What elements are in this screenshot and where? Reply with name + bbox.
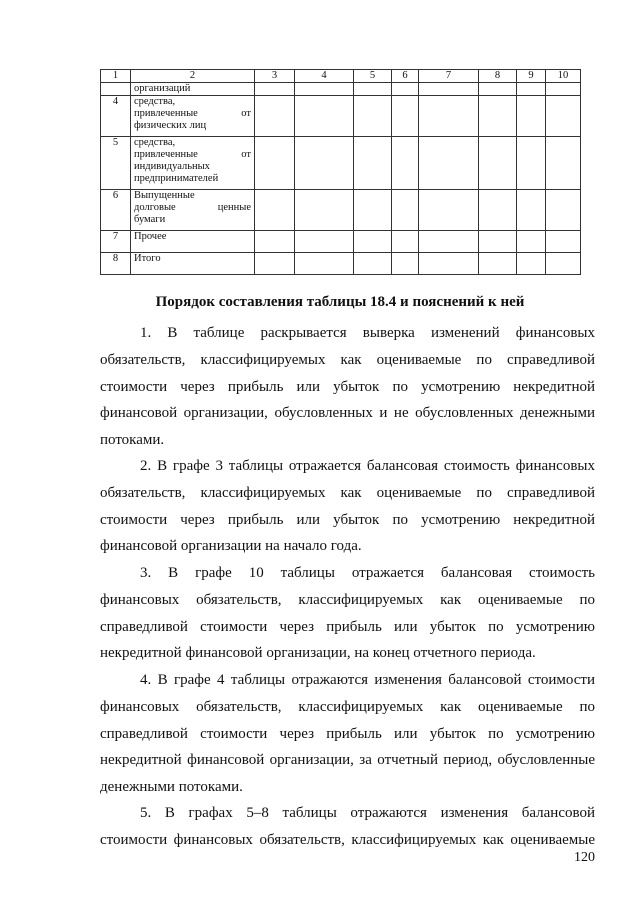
paragraph: [100, 667, 595, 801]
empty-cell: [295, 96, 354, 137]
row-number: 4: [101, 96, 131, 137]
row-label-line: Выпущенные: [134, 190, 195, 201]
empty-cell: [517, 253, 546, 275]
empty-cell: [295, 190, 354, 231]
column-header: 1: [101, 70, 131, 83]
empty-cell: [517, 96, 546, 137]
empty-cell: [479, 253, 517, 275]
empty-cell: [255, 231, 295, 253]
paragraph: [100, 560, 595, 667]
empty-cell: [392, 83, 419, 96]
paragraph: [100, 800, 595, 854]
row-label-line: привлеченные от: [134, 108, 251, 119]
empty-cell: [546, 231, 581, 253]
empty-cell: [419, 96, 479, 137]
empty-cell: [354, 231, 392, 253]
paragraph: [100, 320, 595, 454]
empty-cell: [354, 253, 392, 275]
empty-cell: [392, 231, 419, 253]
empty-cell: [354, 96, 392, 137]
table-row: [101, 137, 581, 190]
empty-cell: [392, 190, 419, 231]
table-row: [101, 190, 581, 231]
empty-cell: [255, 253, 295, 275]
row-label-line: бумаги: [134, 214, 166, 225]
paragraph-line: 1. В таблице раскрывается выверка изменений финансовых: [140, 325, 595, 341]
paragraph-line: обязательств, классифицируемых как оцениваемые по справедливой: [100, 484, 595, 501]
empty-cell: [255, 137, 295, 190]
page-number: 120: [574, 850, 595, 865]
empty-cell: [354, 190, 392, 231]
column-header: 9: [517, 70, 546, 83]
column-header: 6: [392, 70, 419, 83]
paragraph-line: стоимости финансовых обязательств, классифицируемых как оцениваемые: [100, 831, 595, 848]
paragraph-line: 5. В графах 5–8 таблицы отражаются изменения балансовой: [140, 805, 595, 821]
row-label-line: организаций: [134, 83, 191, 94]
row-label: [131, 231, 255, 253]
row-number: [101, 83, 131, 96]
table-row: [101, 83, 581, 96]
row-label-line: долговые ценные: [134, 202, 251, 213]
row-number: 5: [101, 137, 131, 190]
reconciliation-table: [100, 69, 581, 275]
paragraph-line: 3. В графе 10 таблицы отражается балансовая стоимость: [140, 565, 595, 581]
row-label-line: средства,: [134, 96, 176, 107]
row-label: [131, 190, 255, 231]
empty-cell: [517, 83, 546, 96]
paragraph-line: денежными потоками.: [100, 779, 243, 796]
row-label: [131, 83, 255, 96]
empty-cell: [419, 231, 479, 253]
column-header: 8: [479, 70, 517, 83]
row-label-line: Итого: [134, 253, 161, 264]
table-row: [101, 231, 581, 253]
empty-cell: [517, 231, 546, 253]
paragraph-line: справедливой стоимости через прибыль или убыток по усмотрению: [100, 725, 595, 742]
paragraph-line: финансовой организации на начало года.: [100, 538, 362, 555]
column-header: 10: [546, 70, 581, 83]
paragraph-line: финансовых обязательств, классифицируемых как оцениваемые по: [100, 591, 595, 608]
table-row: [101, 96, 581, 137]
row-label: [131, 253, 255, 275]
row-label-line: индивидуальных: [134, 161, 210, 172]
empty-cell: [546, 253, 581, 275]
paragraph: [100, 453, 595, 560]
empty-cell: [479, 190, 517, 231]
empty-cell: [546, 83, 581, 96]
row-number: 6: [101, 190, 131, 231]
paragraph-line: некредитной финансовой организации, на конец отчетного периода.: [100, 645, 536, 662]
empty-cell: [419, 190, 479, 231]
row-label-line: средства,: [134, 137, 176, 148]
empty-cell: [517, 137, 546, 190]
paragraph-line: 2. В графе 3 таблицы отражается балансовая стоимость финансовых: [140, 458, 595, 474]
column-header: 5: [354, 70, 392, 83]
paragraph-line: стоимости через прибыль или убыток по усмотрению некредитной: [100, 378, 595, 395]
empty-cell: [419, 83, 479, 96]
row-label-line: привлеченные от: [134, 149, 251, 160]
empty-cell: [479, 137, 517, 190]
row-label-line: предпринимателей: [134, 173, 219, 184]
empty-cell: [295, 231, 354, 253]
empty-cell: [546, 137, 581, 190]
row-label-line: Прочее: [134, 231, 167, 242]
row-number: 8: [101, 253, 131, 275]
empty-cell: [479, 231, 517, 253]
paragraph-line: финансовой организации, обусловленных и не обусловленных денежными: [100, 405, 595, 422]
empty-cell: [419, 137, 479, 190]
column-header: 2: [131, 70, 255, 83]
empty-cell: [255, 96, 295, 137]
column-header: 4: [295, 70, 354, 83]
empty-cell: [295, 137, 354, 190]
empty-cell: [255, 190, 295, 231]
empty-cell: [517, 190, 546, 231]
row-label: [131, 96, 255, 137]
paragraph-line: стоимости через прибыль или убыток по усмотрению некредитной: [100, 511, 595, 528]
row-number: 7: [101, 231, 131, 253]
paragraph-line: финансовых обязательств, классифицируемых как оцениваемые по: [100, 698, 595, 715]
table-header-row: [101, 70, 581, 83]
empty-cell: [255, 83, 295, 96]
empty-cell: [392, 253, 419, 275]
empty-cell: [354, 83, 392, 96]
column-header: 3: [255, 70, 295, 83]
paragraph-line: обязательств, классифицируемых как оцениваемые по справедливой: [100, 351, 595, 368]
empty-cell: [295, 253, 354, 275]
empty-cell: [479, 96, 517, 137]
paragraph-line: 4. В графе 4 таблицы отражаются изменения балансовой стоимости: [140, 672, 595, 688]
empty-cell: [392, 137, 419, 190]
empty-cell: [392, 96, 419, 137]
paragraph-line: справедливой стоимости через прибыль или убыток по усмотрению: [100, 618, 595, 635]
empty-cell: [546, 190, 581, 231]
empty-cell: [419, 253, 479, 275]
table-row: [101, 253, 581, 275]
empty-cell: [546, 96, 581, 137]
column-header: 7: [419, 70, 479, 83]
empty-cell: [354, 137, 392, 190]
empty-cell: [295, 83, 354, 96]
empty-cell: [479, 83, 517, 96]
row-label-line: физических лиц: [134, 120, 207, 131]
section-heading: Порядок составления таблицы 18.4 и пояснений к ней: [155, 294, 525, 310]
paragraph-line: некредитной финансовой организации, за отчетный период, обусловленные: [100, 752, 595, 769]
paragraph-line: потоками.: [100, 432, 165, 449]
row-label: [131, 137, 255, 190]
